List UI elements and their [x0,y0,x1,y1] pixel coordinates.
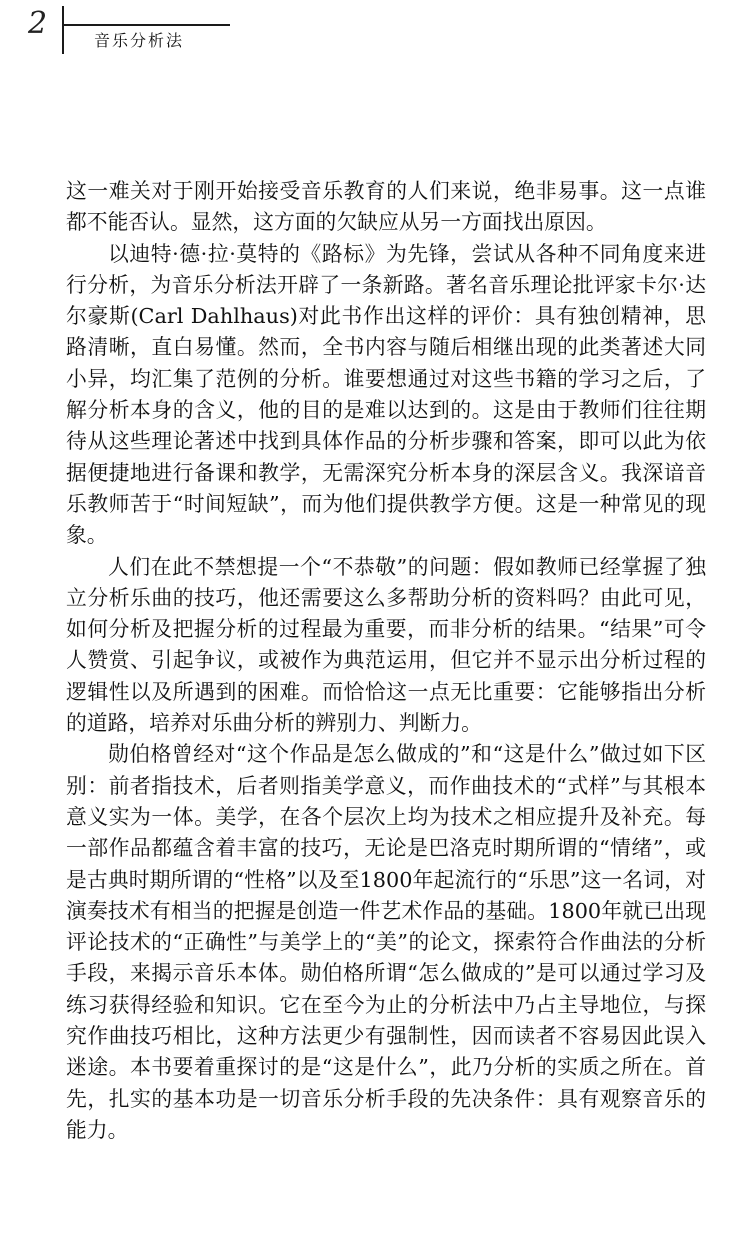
running-title: 音乐分析法 [94,31,185,50]
paragraph: 勋伯格曾经对“这个作品是怎么做成的”和“这是什么”做过如下区别：前者指技术，后者则指美学意义，而作曲技术的“式样”与其根本意义实为一体。美学，在各个层次上均为技术之相应提升及补充。每一部作品都蕴含着丰富的技巧，无论是巴洛克时期所谓的“情绪”，或是古典时期所谓的“性格”以及至1800年起流行的“乐思”这一名词，对演奏技术有相当的把握是创造一件艺术作品的基础。1800年就已出现评论技术的“正确性”与美学上的“美”的论文，探索符合作曲法的分析手段，来揭示音乐本体。勋伯格所谓“怎么做成的”是可以通过学习及练习获得经验和知识。它在至今为止的分析法中乃占主导地位，与探究作曲技巧相比，这种方法更少有强制性，因而读者不容易因此误入迷途。本书要着重探讨的是“这是什么”，此乃分析的实质之所在。首先，扎实的基本功是一切音乐分析手段的先决条件：具有观察音乐的能力。 [66,742,706,1142]
paragraph: 人们在此不禁想提一个“不恭敬”的问题：假如教师已经掌握了独立分析乐曲的技巧，他还需要这么多帮助分析的资料吗？由此可见，如何分析及把握分析的过程最为重要，而非分析的结果。“结果”可令人赞赏、引起争议，或被作为典范运用，但它并不显示出分析过程的逻辑性以及所遇到的困难。而恰恰这一点无比重要：它能够指出分析的道路，培养对乐曲分析的辨别力、判断力。 [66,554,706,736]
page-header [0,0,730,70]
body-text [66,176,706,1146]
paragraph: 以迪特·德·拉·莫特的《路标》为先锋，尝试从各种不同角度来进行分析，为音乐分析法开辟了一条新路。著名音乐理论批评家卡尔·达尔豪斯(Carl Dahlhaus)对此书作出这样的评价：具有独创精神，思路清晰，直白易懂。然而，全书内容与随后相继出现的此类著述大同小异，均汇集了范例的分析。谁要想通过对这些书籍的学习之后，了解分析本身的含义，他的目的是难以达到的。这是由于教师们往往期待从这些理论著述中找到具体作品的分析步骤和答案，即可以此为依据便捷地进行备课和教学，无需深究分析本身的深层含义。我深谙音乐教师苦于“时间短缺”，而为他们提供教学方便。这是一种常见的现象。 [66,241,706,548]
page-number: 2 [28,6,47,41]
header-rule-horizontal [62,24,230,26]
header-rule-vertical [62,6,64,54]
paragraph: 这一难关对于刚开始接受音乐教育的人们来说，绝非易事。这一点谁都不能否认。显然，这方面的欠缺应从另一方面找出原因。 [66,179,706,235]
